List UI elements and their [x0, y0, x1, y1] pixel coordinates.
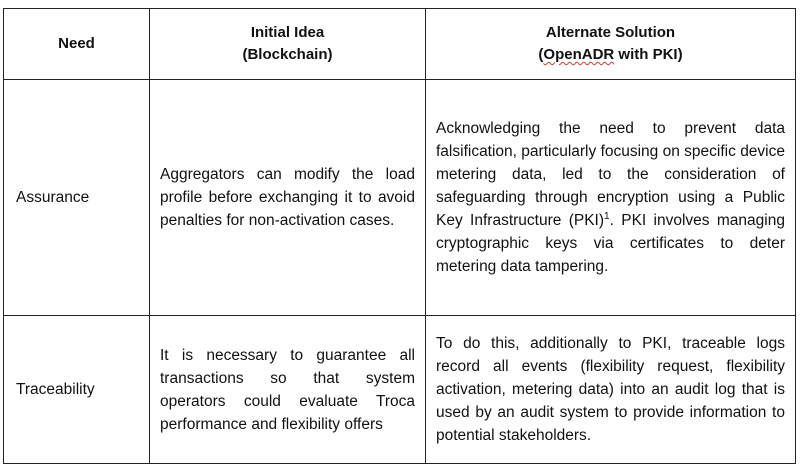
header-alternate-line2 [436, 44, 785, 66]
header-row [4, 9, 796, 80]
cell-initial-assurance: Aggregators can modify the load profile before exchanging it to avoid penalties for non-activation cases. [150, 80, 426, 316]
comparison-table [3, 8, 796, 464]
header-need-label: Need [58, 35, 95, 52]
cell-alternate-traceability: To do this, additionally to PKI, traceable logs record all events (flexibility request, flexibility activation, metering data) into an audit log that is used by an audit system to provide information to potential stakeholders. [426, 316, 796, 464]
header-initial-line1: Initial Idea [250, 24, 325, 41]
cell-need-assurance: Assurance [4, 80, 150, 316]
header-alternate-paren: ( [538, 46, 544, 63]
header-initial-line2: (Blockchain) [242, 46, 333, 63]
footnote-marker: 1 [604, 210, 610, 222]
cell-alternate-assurance [426, 80, 796, 316]
header-alternate-rest: with PKI) [614, 46, 683, 63]
header-initial-idea [150, 9, 426, 80]
cell-need-traceability: Traceability [4, 316, 150, 464]
alternate-assurance-text: Acknowledging the need to prevent data falsification, particularly focusing on specific device metering data, led to the consideration of safeguarding through encryption using a Public Key Infrastructure (PKI) [436, 120, 785, 229]
header-alternate-solution [426, 9, 796, 80]
header-alternate-line1: Alternate Solution [545, 24, 676, 41]
openadr-spellcheck-word: OpenADR [543, 46, 615, 63]
alternate-assurance-text-cont: . PKI involves managing cryptographic keys via certificates to deter metering data tampering. [436, 212, 785, 275]
table-row-traceability [4, 316, 796, 464]
header-need [4, 9, 150, 80]
cell-initial-traceability: It is necessary to guarantee all transactions so that system operators could evaluate Troca performance and flexibility offers [150, 316, 426, 464]
table-row-assurance [4, 80, 796, 316]
